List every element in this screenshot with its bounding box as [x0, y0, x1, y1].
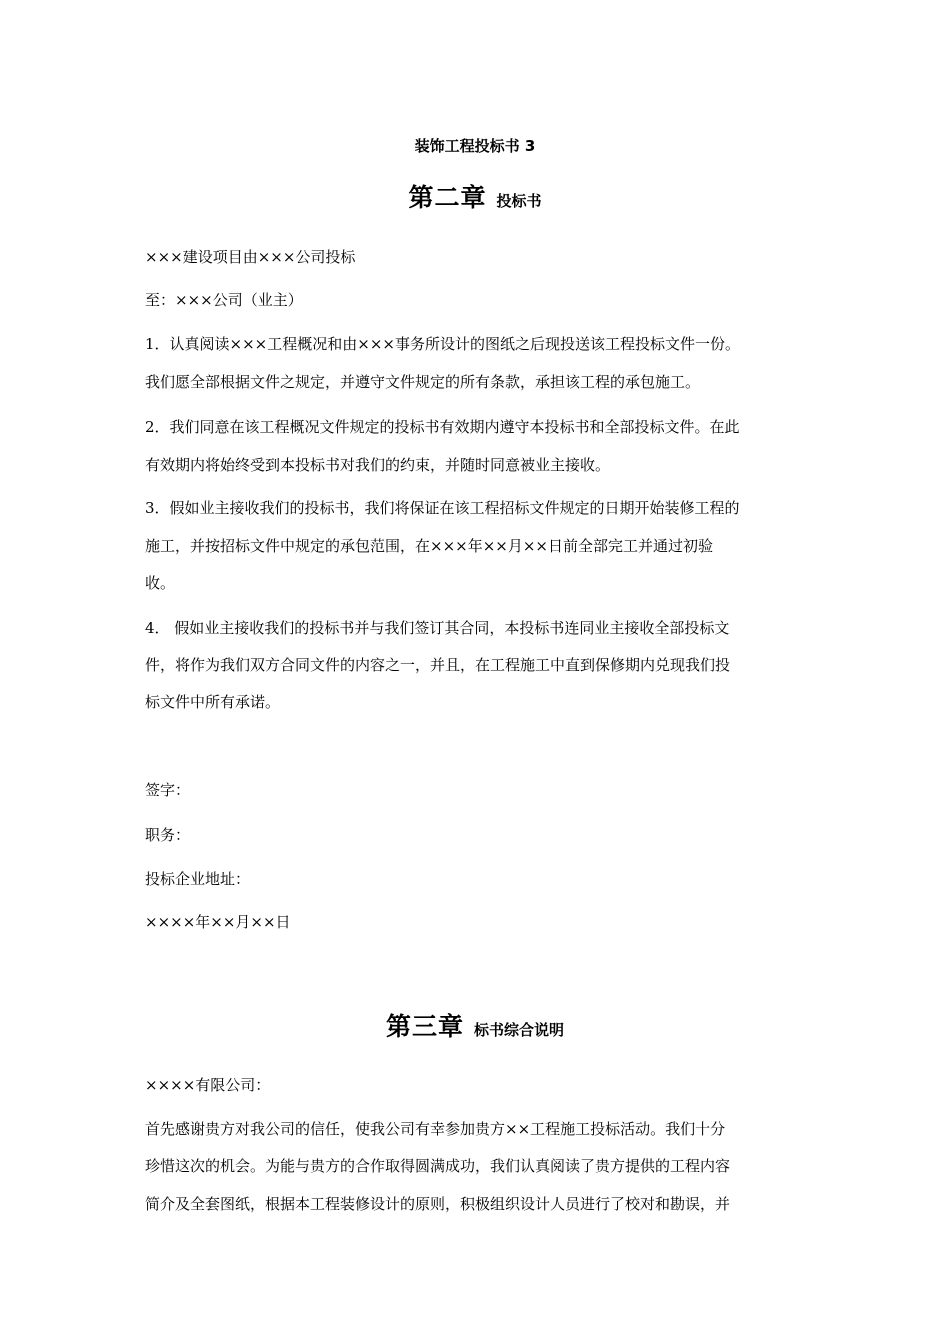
chapter-3-number: 第三章	[385, 1012, 464, 1041]
chapter-2-line: 至：×××公司（业主）	[145, 291, 303, 309]
chapter-2-line: 收。	[145, 574, 176, 592]
chapter-2-number: 第二章	[408, 183, 487, 212]
chapter-2-line: 4． 假如业主接收我们的投标书并与我们签订其合同，本投标书连同业主接收全部投标文	[145, 619, 730, 637]
chapter-2-line: 有效期内将始终受到本投标书对我们的约束，并随时同意被业主接收。	[145, 456, 611, 474]
chapter-2-header	[0, 178, 950, 214]
chapter-3-line: 珍惜这次的机会。为能与贵方的合作取得圆满成功，我们认真阅读了贵方提供的工程内容	[145, 1157, 731, 1175]
date-line: ××××年××月××日	[145, 913, 291, 931]
chapter-2-line: 我们愿全部根据文件之规定，并遵守文件规定的所有条款，承担该工程的承包施工。	[145, 373, 701, 391]
chapter-2-line: ×××建设项目由×××公司投标	[145, 248, 356, 266]
chapter-2-heading: 投标书	[496, 192, 542, 210]
chapter-2-line: 2．我们同意在该工程概况文件规定的投标书有效期内遵守本投标书和全部投标文件。在此	[145, 418, 740, 436]
position-label: 职务：	[145, 826, 191, 844]
address-label: 投标企业地址：	[145, 870, 251, 888]
chapter-3-heading: 标书综合说明	[474, 1021, 565, 1039]
chapter-2-line: 3．假如业主接收我们的投标书，我们将保证在该工程招标文件规定的日期开始装修工程的	[145, 499, 740, 517]
chapter-2-line: 1．认真阅读×××工程概况和由×××事务所设计的图纸之后现投送该工程投标文件一份。	[145, 335, 740, 353]
document-title: 装饰工程投标书 3	[414, 137, 536, 155]
chapter-3-line: 简介及全套图纸，根据本工程装修设计的原则，积极组织设计人员进行了校对和勘误，并	[145, 1195, 731, 1213]
chapter-3-line: ××××有限公司：	[145, 1076, 271, 1094]
chapter-2-line: 标文件中所有承诺。	[145, 693, 281, 711]
chapter-3-line: 首先感谢贵方对我公司的信任，使我公司有幸参加贵方××工程施工投标活动。我们十分	[145, 1120, 726, 1138]
chapter-3-header	[0, 1007, 950, 1043]
chapter-2-line: 施工，并按招标文件中规定的承包范围，在×××年××月××日前全部完工并通过初验	[145, 537, 713, 555]
chapter-2-line: 件，将作为我们双方合同文件的内容之一，并且，在工程施工中直到保修期内兑现我们投	[145, 656, 731, 674]
signature-label: 签字：	[145, 781, 191, 799]
